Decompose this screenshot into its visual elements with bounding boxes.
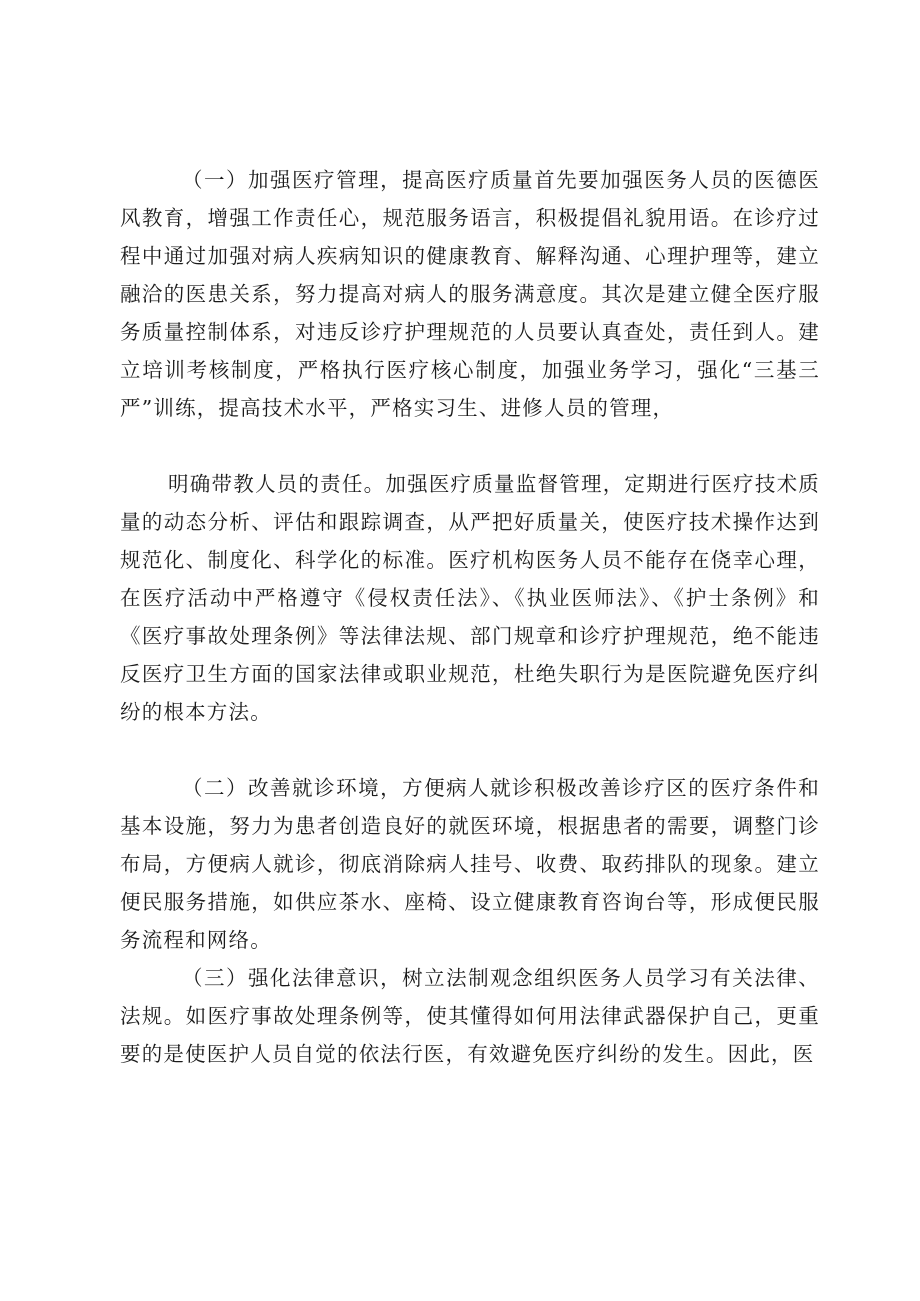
paragraph-continuation: 明确带教人员的责任。加强医疗质量监督管理，定期进行医疗技术质量的动态分析、评估和跟踪调查，从严把好质量关，使医疗技术操作达到规范化、制度化、科学化的标准。医疗机构医务人员不能存在侥幸心理，在医疗活动中严格遵守《侵权责任法》、《执业医师法》、《护士条例》和《医疗事故处理条例》等法律法规、部门规章和诊疗护理规范，绝不能违反医疗卫生方面的国家法律或职业规范，杜绝失职行为是医院避免医疗纠纷的根本方法。: [120, 472, 820, 724]
paragraph-section-1: （一）加强医疗管理，提高医疗质量首先要加强医务人员的医德医风教育，增强工作责任心，规范服务语言，积极提倡礼貌用语。在诊疗过程中通过加强对病人疾病知识的健康教育、解释沟通、心理护理等，建立融洽的医患关系，努力提高对病人的服务满意度。其次是建立健全医疗服务质量控制体系，对违反诊疗护理规范的人员要认真查处，责任到人。建立培训考核制度，严格执行医疗核心制度，加强业务学习，强化“三基三严”训练，提高技术水平，严格实习生、进修人员的管理，: [120, 168, 820, 420]
paragraph-section-2: （二）改善就诊环境，方便病人就诊积极改善诊疗区的医疗条件和基本设施，努力为患者创造良好的就医环境，根据患者的需要，调整门诊布局，方便病人就诊，彻底消除病人挂号、收费、取药排队的现象。建立便民服务措施，如供应茶水、座椅、设立健康教育咨询台等，形成便民服务流程和网络。: [120, 776, 820, 952]
paragraph-section-3: （三）强化法律意识，树立法制观念组织医务人员学习有关法律、法规。如医疗事故处理条例等，使其懂得如何用法律武器保护自己，更重要的是使医护人员自觉的依法行医，有效避免医疗纠纷的发生。因此，医: [120, 966, 820, 1066]
